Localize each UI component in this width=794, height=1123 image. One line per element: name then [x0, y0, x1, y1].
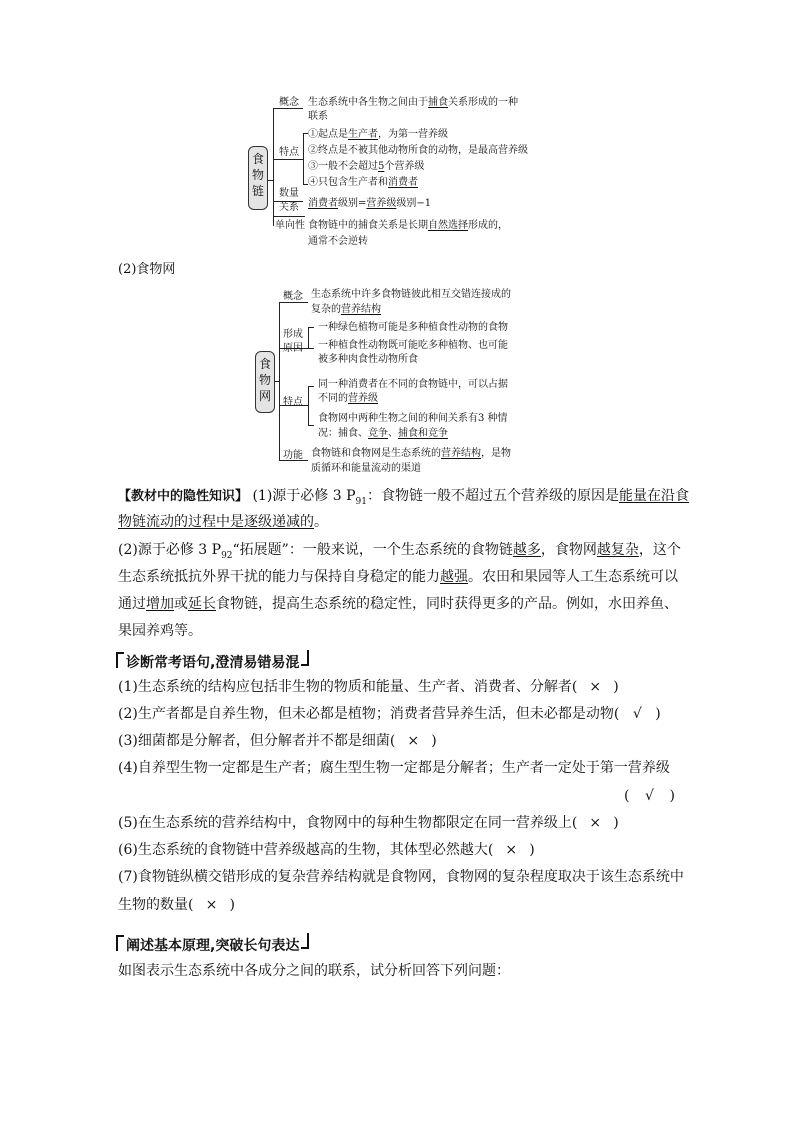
- food-chain-quantity-label: 数量 关系: [279, 188, 299, 213]
- diagnosis-item-7: (7)食物链纵横交错形成的复杂营养结构就是食物网，食物网的复杂程度取决于该生态系统中: [118, 869, 684, 885]
- food-web-concept-label: 概念: [283, 291, 303, 302]
- food-chain-feature-2: ②终点是不被其他动物所食的动物，是最高营养级: [308, 145, 528, 156]
- hidden-knowledge-p1: 【教材中的隐性知识】 (1)源于必修 3 $P_{91}$：食物链一般不超过五个营养级的原因是能量在沿食: [118, 488, 689, 507]
- hidden-knowledge-tag: 【教材中的隐性知识】: [118, 489, 249, 504]
- food-web-feature-2: 食物网中两种生物之间的种间关系有3 种情: [318, 413, 508, 424]
- cross-mark: ×: [589, 679, 602, 695]
- food-chain-direction-text: 食物链中的捕食关系是长期自然选择形成的，: [308, 220, 508, 231]
- diagnosis-item-3: (3)细菌都是分解者，但分解者并不都是细菌( × ): [118, 733, 437, 749]
- food-chain-feature-3: ③一般不会超过5个营养级: [308, 161, 425, 172]
- diagnosis-item-2: (2)生产者都是自养生物，但未必都是植物；消费者营异养生活，但未必都是动物( √ ): [118, 706, 661, 722]
- check-mark: √: [645, 788, 654, 804]
- food-chain-feature-label: 特点: [279, 147, 299, 158]
- diagnosis-item-4-answer: ( √ ): [624, 788, 675, 804]
- food-web-function-label: 功能: [283, 450, 303, 461]
- food-web-concept-text: 生态系统中许多食物链彼此相互交错连接成的: [311, 289, 511, 300]
- food-web-function-text: 食物链和食物网是生态系统的营养结构，是物: [311, 448, 511, 459]
- food-web-feature-1: 同一种消费者在不同的食物链中，可以占据: [318, 379, 508, 390]
- food-chain-direction-label: 单向性: [275, 220, 305, 231]
- check-mark: √: [632, 706, 642, 722]
- elaborate-intro: 如图表示生态系统中各成分之间的联系，试分析回答下列问题：: [118, 963, 510, 979]
- diagnosis-item-6: (6)生态系统的食物链中营养级越高的生物，其体型必然越大( × ): [118, 842, 535, 858]
- food-web-cause-1: 一种绿色植物可能是多种植食性动物的食物: [318, 322, 508, 333]
- food-web-cause-2: 一种植食性动物既可能吃多种植物、也可能: [318, 340, 508, 351]
- food-chain-quantity-text: 消费者级别=营养级级别−1: [308, 198, 432, 209]
- food-chain-concept-label: 概念: [279, 97, 299, 108]
- diagnosis-heading: 诊断常考语句,澄清易错易混: [116, 650, 309, 672]
- diagnosis-item-1: (1)生态系统的结构应包括非生物的物质和能量、生产者、消费者、分解者( × ): [118, 679, 619, 695]
- cross-mark: ×: [205, 897, 218, 913]
- cross-mark: ×: [589, 815, 602, 831]
- cross-mark: ×: [407, 733, 420, 749]
- food-web-cause-label: 形成 原因: [283, 329, 303, 354]
- hidden-knowledge-p2: (2)源于必修 3 $P_{92}“$拓展题”：一般来说，一个生态系统的食物链越多，食物网越复杂，这个: [118, 542, 681, 561]
- food-web-feature-label: 特点: [283, 397, 303, 408]
- food-chain-feature-1: ①起点是生产者，为第一营养级: [308, 129, 448, 140]
- food-chain-concept-text: 生态系统中各生物之间由于捕食关系形成的一种: [308, 97, 518, 108]
- diagnosis-item-5: (5)在生态系统的营养结构中，食物网中的每种生物都限定在同一营养级上( × ): [118, 815, 619, 831]
- food-chain-feature-4: ④只包含生产者和消费者: [308, 177, 418, 188]
- food-chain-vertical-label: 食 物 链: [248, 146, 268, 210]
- food-web-heading: (2)食物网: [118, 262, 176, 277]
- cross-mark: ×: [505, 842, 518, 858]
- diagnosis-item-4: (4)自养型生物一定都是生产者；腐生型生物一定都是分解者；生产者一定处于第一营养级: [118, 760, 670, 776]
- food-web-vertical-label: 食 物 网: [255, 351, 275, 413]
- elaborate-heading: 阐述基本原理,突破长句表达: [116, 933, 309, 955]
